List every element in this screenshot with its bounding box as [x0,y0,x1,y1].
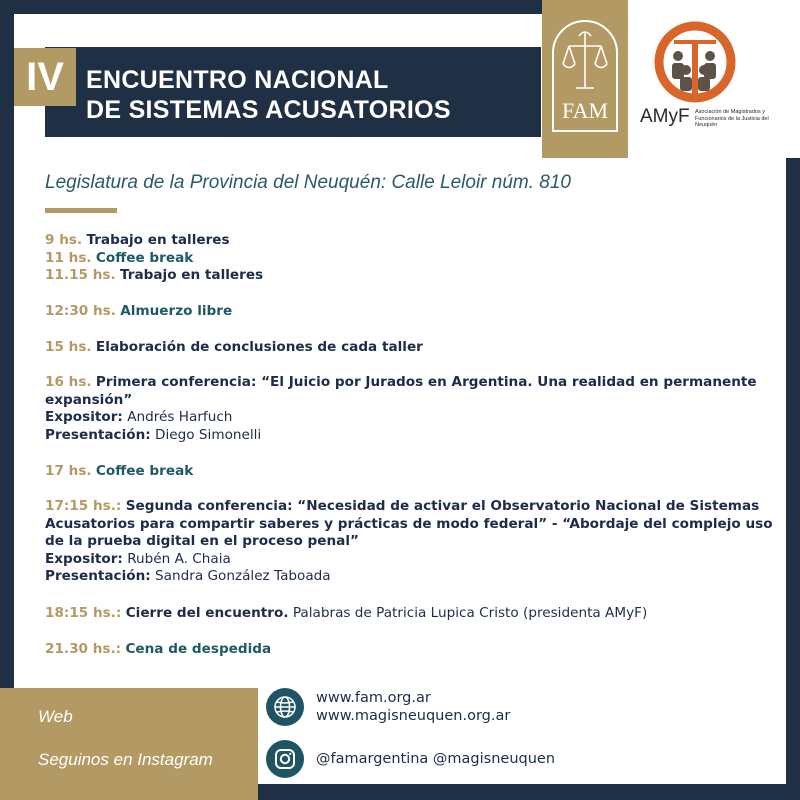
scales-of-justice-icon [560,28,610,94]
event-title-line2: DE SISTEMAS ACUSATORIOS [86,96,451,124]
schedule-item [45,605,775,623]
schedule-time: 9 hs. [45,232,83,248]
fam-logo-text: FAM [561,98,609,123]
footer-instagram-label: Seguinos en Instagram [38,750,213,769]
schedule-activity: Coffee break [95,463,194,479]
schedule-activity: Cena de despedida [125,641,272,657]
frame-top-bar [0,0,542,14]
schedule-item [45,641,775,659]
schedule-item [45,463,775,481]
conference-title: Segunda conferencia: “Necesidad de activar el Observatorio Nacional de Sistemas Acusatorios para compartir saberes y prácticas de modo federal” - “Abordaje del complejo uso de la prueba digital en el proceso penal” [45,498,773,549]
schedule-item-conference-2 [45,498,775,586]
globe-icon [266,688,304,726]
instagram-icon [266,740,304,778]
schedule-time: 11.15 hs. [45,267,116,283]
expositor-name: Rubén A. Chaia [127,550,231,567]
schedule-time: 17:15 hs.: [45,498,122,514]
amyf-logo-subtitle: Asociación de Magistrados y Funcionarios de la Justicia del Neuquén [695,109,769,128]
event-title-line1: ENCUENTRO NACIONAL [86,66,389,94]
schedule-activity: Almuerzo libre [120,303,233,319]
footer-gold-panel [0,688,258,800]
event-location: Legislatura de la Provincia del Neuquén: Calle Leloir núm. 810 [45,172,571,193]
schedule-activity: Trabajo en talleres [120,267,264,283]
schedule-item [45,250,775,268]
fam-logo [542,0,628,158]
instagram-handles[interactable]: @famargentina @magisneuquen [316,751,556,767]
schedule-note: Palabras de Patricia Lupica Cristo (presidenta AMyF) [292,605,648,621]
schedule-time: 17 hs. [45,463,92,479]
gold-divider [45,208,117,213]
schedule-time: 16 hs. [45,374,92,390]
web-link-fam[interactable]: www.fam.org.ar [316,690,431,706]
edition-number: IV [14,48,76,106]
schedule-time: 18:15 hs.: [45,605,122,621]
schedule-item [45,232,775,250]
web-link-magis[interactable]: www.magisneuquen.org.ar [316,708,511,724]
schedule-time: 12:30 hs. [45,303,116,319]
expositor-name: Andrés Harfuch [127,409,233,425]
schedule-item [45,267,775,285]
schedule-activity: Cierre del encuentro. [125,605,289,621]
frame-left-bar [0,0,14,688]
schedule-time: 21.30 hs.: [45,641,122,657]
schedule-activity: Coffee break [95,249,194,266]
footer-web-label: Web [38,707,73,726]
presentacion-label: Presentación: [45,568,151,584]
schedule-block-morning [45,232,775,285]
conference-title: Primera conferencia: “El Juicio por Jurados en Argentina. Una realidad en permanente expansión” [45,374,757,408]
frame-right-bar [786,158,800,800]
expositor-label: Expositor: [45,550,123,567]
expositor-label: Expositor: [45,409,123,425]
presentacion-label: Presentación: [45,426,151,443]
amyf-logo-text: AMyF [640,106,690,127]
schedule-time: 15 hs. [45,339,92,355]
schedule-activity: Trabajo en talleres [86,232,230,248]
schedule-time: 11 hs. [45,249,92,266]
schedule-item [45,339,775,357]
presentacion-name: Diego Simonelli [155,426,262,443]
schedule-item [45,303,775,321]
schedule-activity: Elaboración de conclusiones de cada taller [95,339,423,355]
footer-navy-bar [258,784,800,800]
presentacion-name: Sandra González Taboada [155,568,331,584]
schedule-item-conference-1 [45,374,775,444]
header-band [14,18,540,48]
